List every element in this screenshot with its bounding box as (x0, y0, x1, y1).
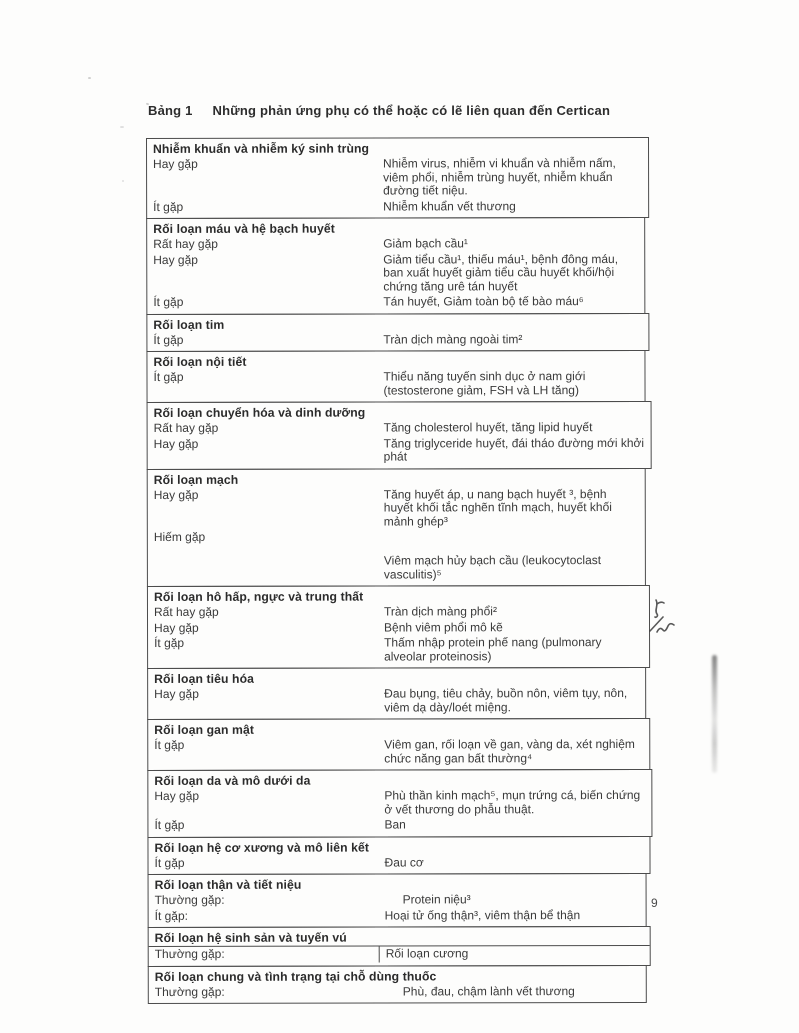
table-section (146, 217, 645, 315)
table-section (147, 585, 650, 669)
table-row (148, 788, 651, 818)
frequency-cell: Ít gặp (153, 332, 184, 347)
table-row (148, 635, 649, 665)
table-section (146, 350, 645, 403)
table-row (147, 331, 648, 348)
scan-speck (120, 126, 124, 128)
table-row (148, 817, 651, 834)
table-row (148, 619, 649, 636)
frequency-cell: Ít gặp (154, 635, 185, 650)
section-header: Rối loạn mạch (153, 472, 239, 487)
frequency-cell: Hay gặp (153, 487, 199, 502)
page-number: 9 (651, 896, 658, 910)
table-section (148, 873, 647, 928)
table-row (149, 983, 646, 1000)
reaction-cell: Phù thần kinh mạch⁵, mụn trứng cá, biến chứng ở vết thương do phẫu thuật. (384, 787, 641, 817)
frequency-cell: Ít gặp (153, 294, 184, 309)
table-row (147, 198, 648, 215)
reaction-cell: Nhiễm virus, nhiễm vi khuẩn và nhiễm nấm, viêm phổi, nhiễm trùng huyết, nhiễm khuẩn đường tiết niệu. (383, 156, 616, 198)
frequency-cell: Hay gặp (153, 252, 198, 267)
table-section (147, 401, 652, 470)
reaction-cell: Thiểu năng tuyến sinh dục ở nam giới (testosterone giảm, FSH và LH tăng) (383, 369, 586, 398)
adverse-reactions-table (146, 138, 651, 1004)
reaction-cell: Ban (384, 817, 406, 832)
section-header: Rối loạn tim (153, 317, 225, 332)
table-row (149, 854, 650, 871)
table-section (148, 964, 647, 1004)
table-row (147, 251, 644, 295)
reaction-cell: Bệnh viêm phổi mô kẽ (384, 619, 503, 635)
frequency-cell: Hay gặp (153, 156, 198, 171)
table-section (147, 835, 650, 875)
reaction-cell: Tăng cholesterol huyết, tăng lipid huyết (383, 420, 593, 435)
table-section (146, 312, 649, 352)
frequency-cell: Hay gặp (154, 788, 200, 803)
section-header: Nhiễm khuẩn và nhiễm ký sinh trùng (153, 141, 370, 156)
frequency-cell: Ít gặp (154, 817, 185, 832)
reaction-cell: Viêm gan, rối loạn về gan, vàng da, xét nghiệm chức năng gan bất thường⁴ (384, 736, 635, 766)
section-header: Rối loạn hệ cơ xương và mô liên kết (154, 840, 370, 855)
frequency-cell: Thường gặp: (154, 892, 225, 907)
section-header: Rối loạn chung và tình trạng tại chỗ dùng thuốc (154, 968, 437, 984)
table-row (147, 294, 644, 311)
section-header: Rối loạn tiêu hóa (154, 671, 255, 686)
reaction-cell: Protein niệu³ (402, 892, 471, 907)
table-row (149, 945, 650, 963)
scan-speck (88, 77, 91, 79)
table-row (147, 236, 644, 253)
frequency-cell: Ít gặp (154, 855, 185, 870)
table-section (148, 926, 651, 967)
section-header: Rối loạn chuyển hóa và dinh dưỡng (153, 405, 366, 420)
handwritten-initials-icon (644, 597, 684, 645)
section-header: Rối loạn da và mô dưới da (154, 773, 311, 788)
reaction-cell: Viêm mạch hủy bạch cầu (leukocytoclast vasculitis)⁵ (383, 553, 602, 582)
reaction-cell: Phù, đau, chậm lành vết thương (402, 983, 575, 998)
table-row (148, 604, 649, 621)
frequency-cell: Hay gặp (153, 436, 199, 451)
reaction-cell: Rối loạn cương (379, 946, 644, 962)
table-row (148, 737, 649, 767)
reaction-cell: Đau bụng, tiêu chảy, buồn nôn, viêm tụy, nôn, viêm dạ dày/loét miệng. (384, 685, 628, 715)
reaction-cell: Giảm bạch cầu¹ (383, 236, 468, 251)
frequency-cell: Rất hay gặp (153, 604, 219, 619)
frequency-cell: Hay gặp (154, 620, 199, 635)
section-header: Rối loạn nội tiết (153, 354, 247, 369)
section-header: Rối loạn máu và hệ bạch huyết (153, 221, 335, 236)
reaction-cell: Tăng huyết áp, u nang bạch huyết ³, bệnh huyết khối tắc nghẽn tĩnh mạch, huyết khối mảnh ghép³ (383, 486, 612, 529)
table-row (149, 907, 646, 924)
table-row (148, 435, 651, 465)
table-section (146, 137, 649, 219)
frequency-cell: Ít gặp (154, 737, 185, 752)
table-row (148, 686, 645, 716)
reaction-cell: Tăng triglyceride huyết, đái tháo đường mới khởi phát (383, 435, 645, 464)
table-caption-label: Bảng 1 (148, 103, 193, 118)
frequency-cell: Thường gặp: (154, 946, 225, 961)
table-row (147, 369, 644, 399)
table-row (148, 420, 651, 437)
frequency-cell: Hay gặp (154, 686, 199, 701)
table-section (147, 467, 646, 587)
reaction-cell: Nhiễm khuẩn vết thương (383, 198, 516, 214)
section-header: Rối loạn hệ sinh sản và tuyến vú (154, 930, 347, 945)
table-section (147, 718, 650, 771)
section-header: Rối loạn gan mật (154, 722, 255, 737)
reaction-cell: Giảm tiểu cầu¹, thiếu máu¹, bệnh đông máu, ban xuất huyết giảm tiểu cầu huyết khối/hội chứng tăng urê tán huyết (383, 251, 619, 294)
scan-speck (122, 180, 124, 182)
reaction-cell: Thấm nhập protein phế nang (pulmonary alveolar proteinosis) (384, 635, 602, 664)
frequency-cell: Hiếm gặp (153, 529, 206, 544)
frequency-cell: Ít gặp (153, 369, 184, 384)
frequency-cell: Ít gặp: (154, 908, 189, 923)
table-caption (148, 103, 610, 118)
table-section (147, 667, 646, 720)
table-row (147, 156, 648, 200)
reaction-cell: Tán huyết, Giảm toàn bộ tế bào máu⁶ (383, 294, 584, 309)
frequency-cell: Thường gặp: (154, 984, 225, 999)
frequency-cell: Ít gặp (153, 199, 184, 214)
table-row (149, 892, 646, 909)
table-caption-text: Những phản ứng phụ có thể hoặc có lẽ liên quan đến Certican (212, 103, 611, 118)
table-row (148, 486, 645, 530)
frequency-cell: Rất hay gặp (153, 420, 219, 435)
reaction-cell: Tràn dịch màng phổi² (383, 604, 497, 619)
frequency-cell: Rất hay gặp (153, 236, 218, 251)
reaction-cell: Tràn dịch màng ngoài tim² (383, 331, 523, 347)
ink-smudge (712, 655, 717, 773)
table-section (147, 769, 652, 838)
table-row (148, 529, 645, 583)
section-header: Rối loạn hô hấp, ngực và trung thất (153, 589, 364, 604)
reaction-cell: Đau cơ (384, 854, 424, 870)
reaction-cell: Hoại tử ống thận³, viêm thận bể thận (384, 907, 581, 923)
section-header: Rối loạn thận và tiết niệu (154, 877, 302, 892)
